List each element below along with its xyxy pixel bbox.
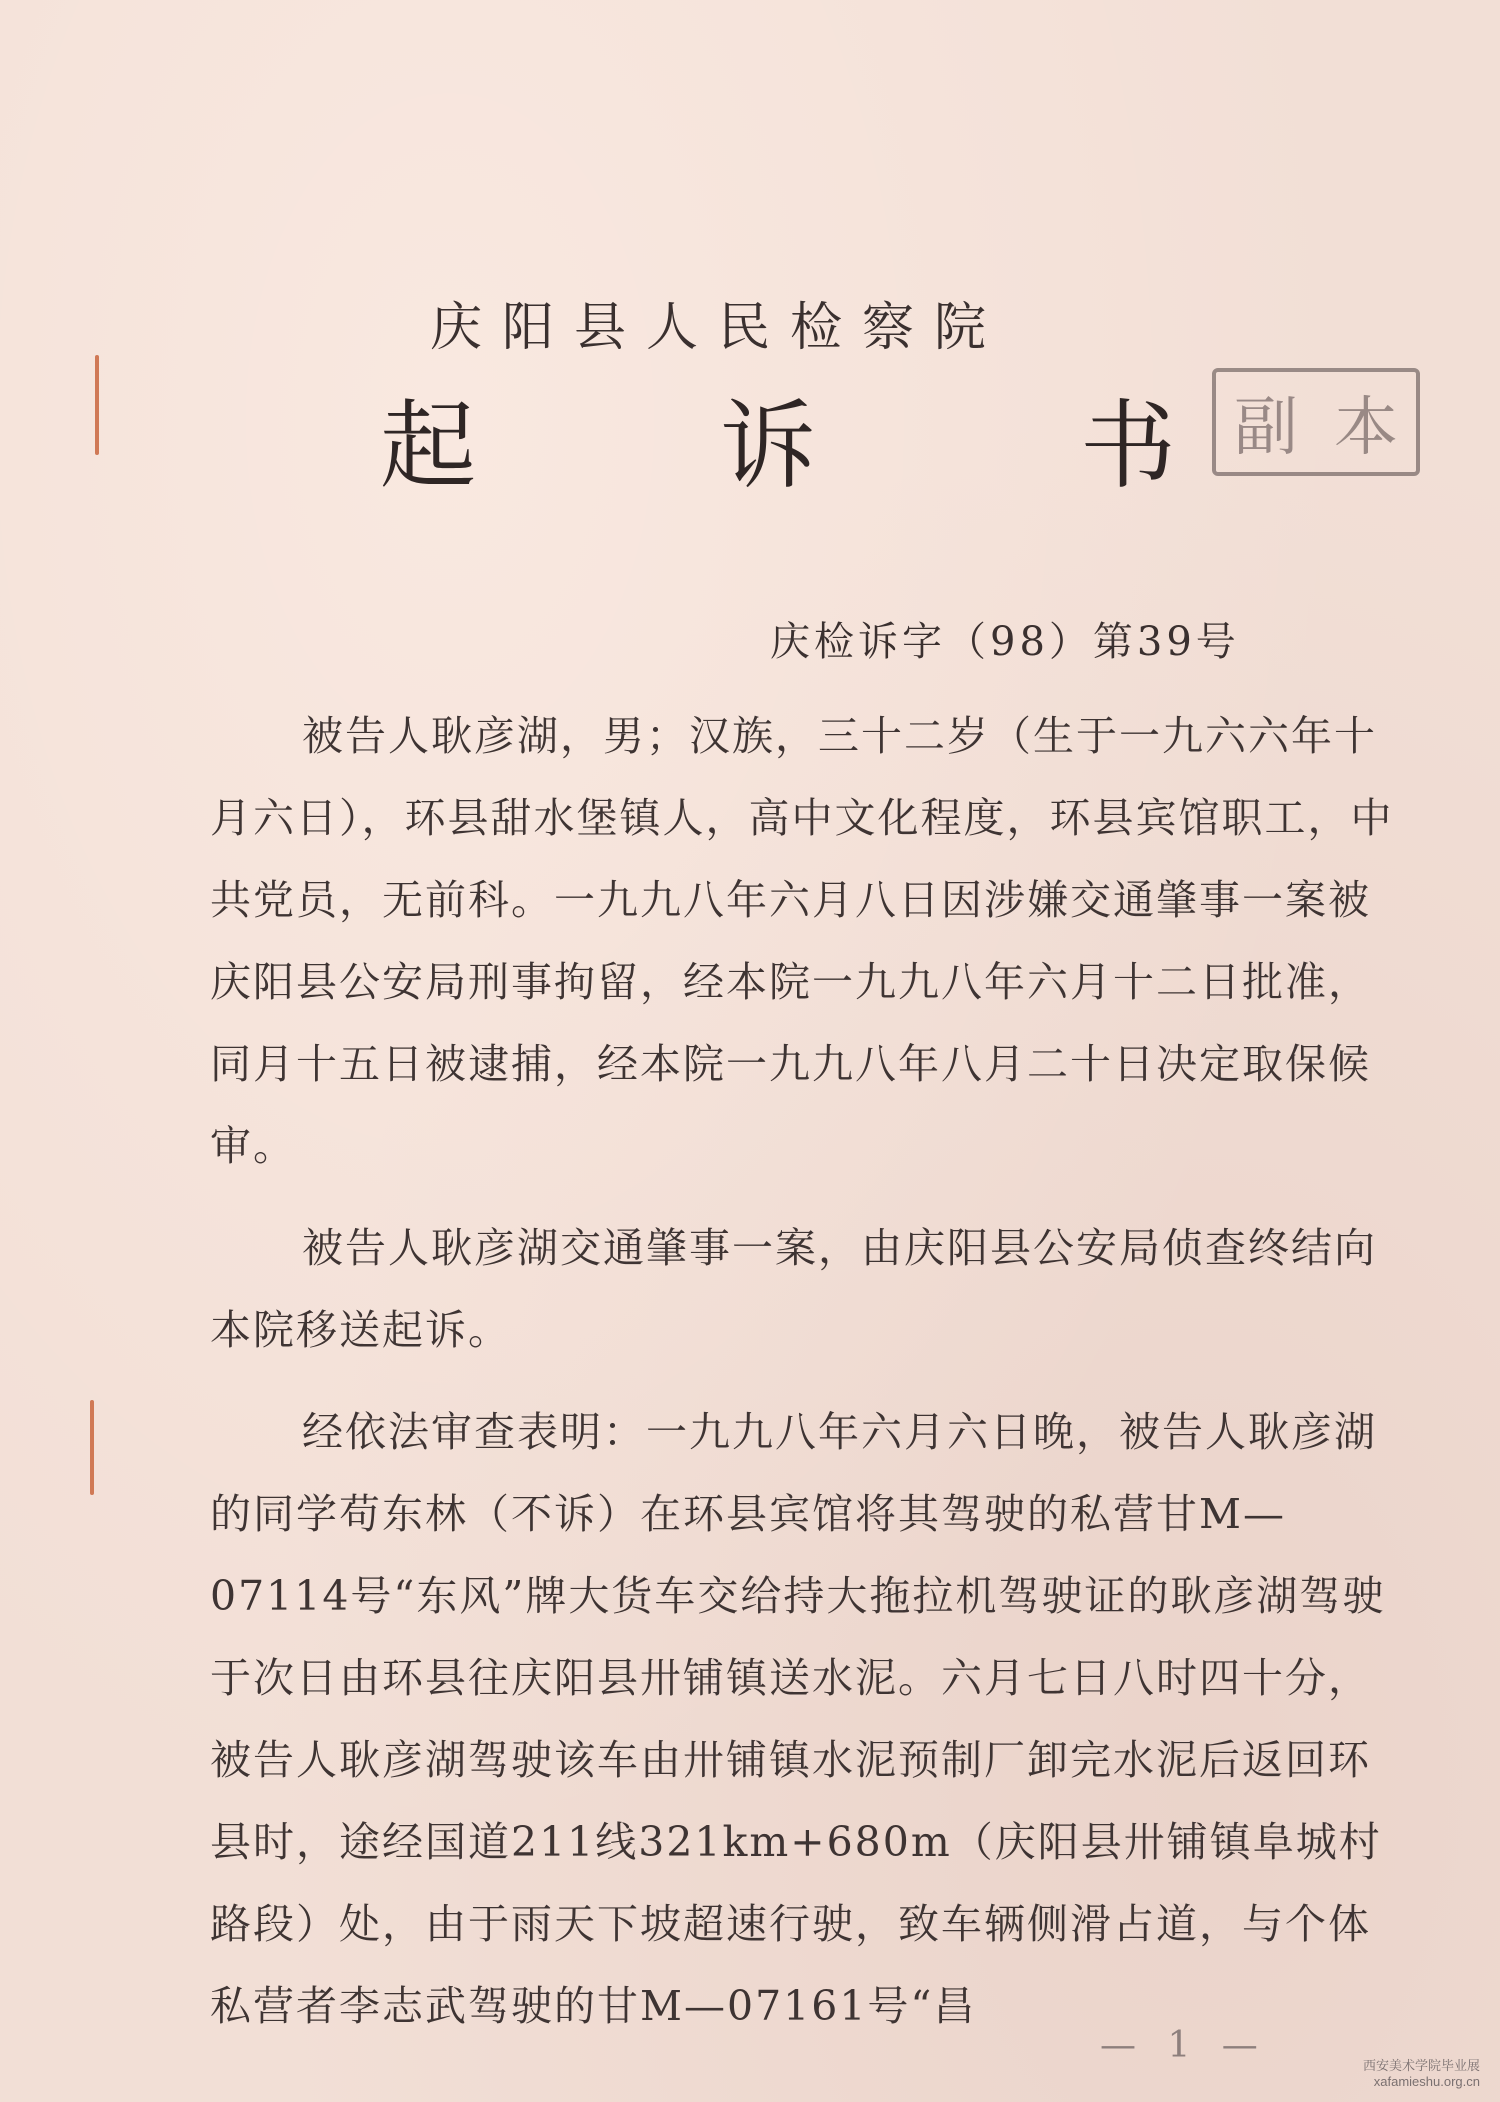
- stamp-char: 本: [1334, 391, 1398, 465]
- document-title-char: 书: [1080, 390, 1176, 502]
- document-number: 庆检诉字（98）第39号: [770, 619, 1240, 665]
- binding-mark: [95, 355, 99, 455]
- document-body: [210, 695, 1410, 2067]
- document-title-char: 诉: [720, 390, 816, 502]
- stamp-char: 副: [1234, 391, 1298, 465]
- watermark-line: 西安美术学院毕业展: [1362, 2058, 1480, 2073]
- paragraph-case-transfer: 被告人耿彦湖交通肇事一案，由庆阳县公安局侦查终结向本院移送起诉。: [210, 1224, 1377, 1354]
- document-title-char: 起: [380, 390, 476, 502]
- paragraph-defendant-info: 被告人耿彦湖，男；汉族，三十二岁（生于一九六六年十月六日），环县甜水堡镇人，高中文化程度，环县宾馆职工，中共党员，无前科。一九九八年六月八日因涉嫌交通肇事一案被庆阳县公安局刑事拘留，经本院一九九八年六月十二日批准，同月十五日被逮捕，经本院一九九八年八月二十日决定取保候审。: [210, 712, 1394, 1170]
- watermark-line: xafamieshu.org.cn: [1373, 2074, 1480, 2089]
- binding-mark: [90, 1400, 94, 1495]
- copy-stamp: [1212, 368, 1420, 476]
- paragraph-facts: 经依法审查表明：一九九八年六月六日晚，被告人耿彦湖的同学苟东林（不诉）在环县宾馆将其驾驶的私营甘M—07114号“东风”牌大货车交给持大拖拉机驾驶证的耿彦湖驾驶于次日由环县往庆阳县卅铺镇送水泥。六月七日八时四十分，被告人耿彦湖驾驶该车由卅铺镇水泥预制厂卸完水泥后返回环县时，途经国道211线321km+680m（庆阳县卅铺镇阜城村路段）处，由于雨天下坡超速行驶，致车辆侧滑占道，与个体私营者李志武驾驶的甘M—07161号“昌: [210, 1408, 1386, 2030]
- page-number: — 1 —: [1100, 2025, 1268, 2066]
- organization-title: 庆阳县人民检察院: [430, 298, 1007, 358]
- watermark: [1320, 2058, 1480, 2090]
